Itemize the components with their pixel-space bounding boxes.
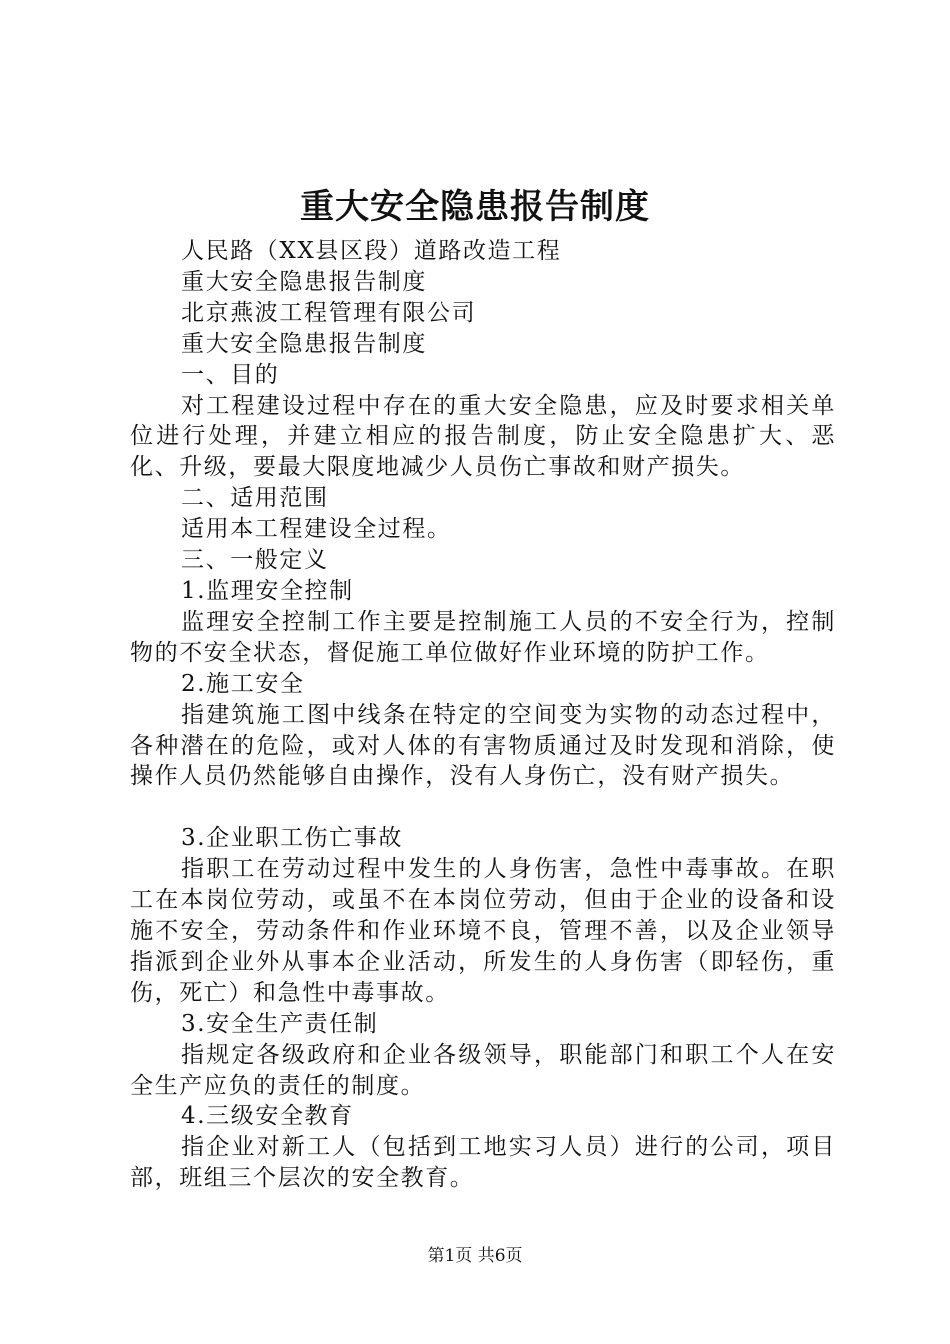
paragraph: 指建筑施工图中线条在特定的空间变为实物的动态过程中，各种潜在的危险，或对人体的有害物质通过及时发现和消除，使操作人员仍然能够自由操作，没有人身伤亡，没有财产损失。 bbox=[130, 701, 836, 790]
document-title: 重大安全隐患报告制度 bbox=[300, 187, 650, 227]
subsection-heading: 3.安全生产责任制 bbox=[181, 1010, 379, 1037]
subsection-heading: 1.监理安全控制 bbox=[181, 577, 354, 604]
subsection-heading: 2.施工安全 bbox=[181, 670, 305, 697]
project-name: 人民路（XX县区段）道路改造工程 bbox=[181, 238, 562, 264]
paragraph: 指企业对新工人（包括到工地实习人员）进行的公司，项目部，班组三个层次的安全教育。 bbox=[130, 1134, 836, 1192]
section-heading: 三、一般定义 bbox=[181, 547, 329, 574]
subtitle-line: 重大安全隐患报告制度 bbox=[181, 268, 427, 295]
subsection-heading: 4.三级安全教育 bbox=[181, 1103, 354, 1130]
section-heading: 二、适用范围 bbox=[181, 485, 329, 512]
paragraph: 适用本工程建设全过程。 bbox=[181, 516, 452, 543]
subsection-heading: 3.企业职工伤亡事故 bbox=[181, 825, 403, 852]
paragraph: 对工程建设过程中存在的重大安全隐患，应及时要求相关单位进行处理，并建立相应的报告制度，防止安全隐患扩大、恶化、升级，要最大限度地减少人员伤亡事故和财产损失。 bbox=[130, 392, 836, 481]
paragraph: 指职工在劳动过程中发生的人身伤害，急性中毒事故。在职工在本岗位劳动，或虽不在本岗位劳动，但由于企业的设备和设施不安全，劳动条件和作业环境不良，管理不善，以及企业领导指派到企业外从事本企业活动，所发生的人身伤害（即轻伤，重伤，死亡）和急性中毒事故。 bbox=[130, 856, 836, 1006]
paragraph: 监理安全控制工作主要是控制施工人员的不安全行为，控制物的不安全状态，督促施工单位做好作业环境的防护工作。 bbox=[130, 608, 836, 666]
document-body bbox=[130, 236, 836, 1194]
subtitle-line: 重大安全隐患报告制度 bbox=[181, 330, 427, 357]
page-number-footer: 第1页 共6页 bbox=[427, 1246, 523, 1266]
section-heading: 一、目的 bbox=[181, 361, 280, 388]
company-name: 北京燕波工程管理有限公司 bbox=[181, 299, 477, 326]
paragraph: 指规定各级政府和企业各级领导，职能部门和职工个人在安全生产应负的责任的制度。 bbox=[130, 1041, 836, 1099]
